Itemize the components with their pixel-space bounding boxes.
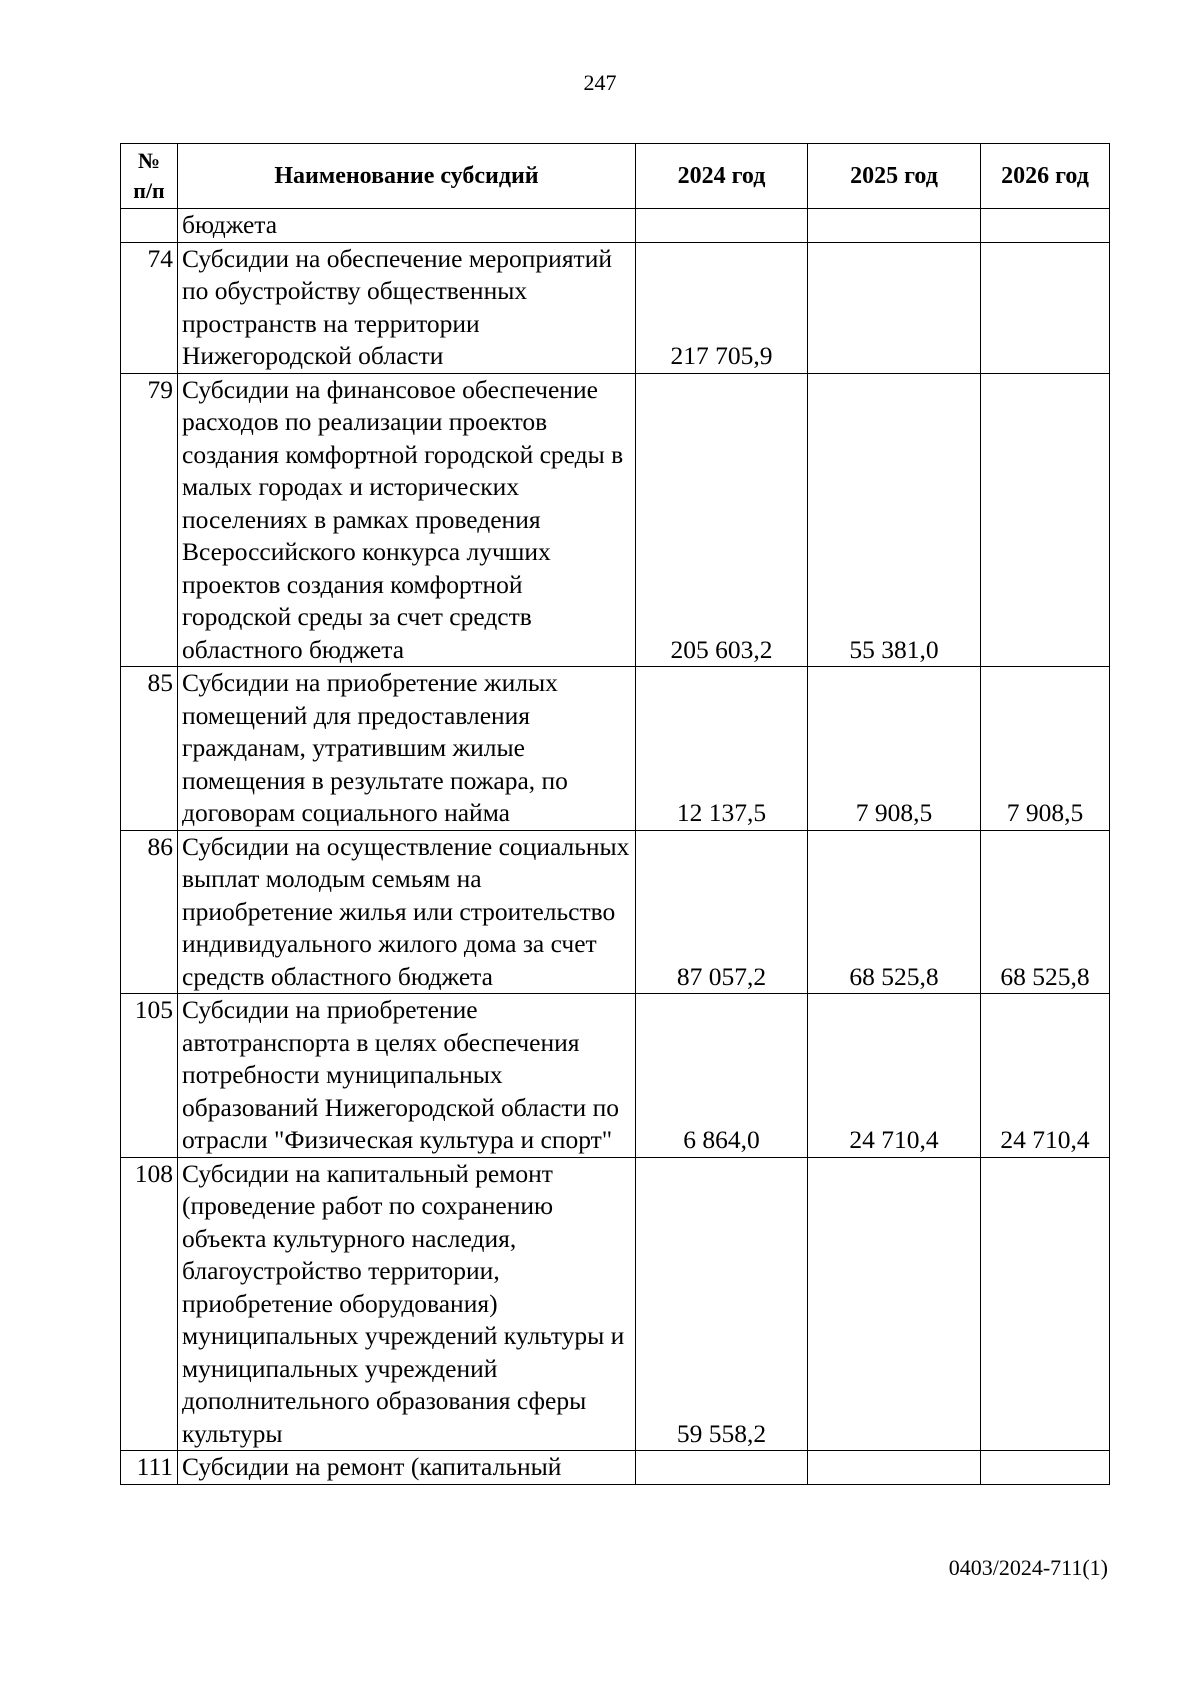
- row-value-2026: 68 525,8: [981, 830, 1110, 994]
- row-number: 108: [121, 1157, 178, 1451]
- row-value-2025: [808, 242, 981, 373]
- table-row: [121, 209, 1110, 243]
- row-name: Субсидии на финансовое обеспечение расходов по реализации проектов создания комфортной городской среды в малых городах и исторических поселениях в рамках проведения Всероссийского конкурса лучших проектов создания комфортной городской среды за счет средств областного бюджета: [178, 373, 636, 667]
- header-number: [121, 144, 178, 209]
- row-name: бюджета: [178, 209, 636, 243]
- table-row: [121, 373, 1110, 667]
- row-value-2025: 7 908,5: [808, 667, 981, 831]
- header-year-2024: 2024 год: [636, 144, 808, 209]
- row-value-2024: 12 137,5: [636, 667, 808, 831]
- table-body: [121, 209, 1110, 1485]
- header-row: [121, 144, 1110, 209]
- row-number: 74: [121, 242, 178, 373]
- header-number-abbr: п/п: [133, 178, 165, 203]
- row-name: Субсидии на осуществление социальных выплат молодым семьям на приобретение жилья или строительство индивидуального жилого дома за счет средств областного бюджета: [178, 830, 636, 994]
- row-number: 79: [121, 373, 178, 667]
- table-row: [121, 994, 1110, 1158]
- page-number: 247: [583, 70, 617, 95]
- header-year-2026: 2026 год: [981, 144, 1110, 209]
- row-value-2026: [981, 209, 1110, 243]
- row-value-2026: [981, 242, 1110, 373]
- row-value-2024: [636, 209, 808, 243]
- document-code: 0403/2024-711(1): [948, 1555, 1108, 1580]
- table-row: [121, 1157, 1110, 1451]
- row-number: 111: [121, 1451, 178, 1485]
- row-name: Субсидии на капитальный ремонт (проведение работ по сохранению объекта культурного наследия, благоустройство территории, приобретение оборудования) муниципальных учреждений культуры и муниципальных учреждений дополнительного образования сферы культуры: [178, 1157, 636, 1451]
- table-row: [121, 667, 1110, 831]
- row-value-2026: 7 908,5: [981, 667, 1110, 831]
- row-number: [121, 209, 178, 243]
- header-name: Наименование субсидий: [178, 144, 636, 209]
- row-value-2026: [981, 1157, 1110, 1451]
- table-header: [121, 144, 1110, 209]
- row-name: Субсидии на приобретение автотранспорта в целях обеспечения потребности муниципальных образований Нижегородской области по отрасли "Физическая культура и спорт": [178, 994, 636, 1158]
- row-number: 86: [121, 830, 178, 994]
- row-value-2024: 6 864,0: [636, 994, 808, 1158]
- row-value-2024: 205 603,2: [636, 373, 808, 667]
- header-number-symbol: №: [137, 148, 161, 173]
- table-row: [121, 242, 1110, 373]
- row-value-2025: [808, 1451, 981, 1485]
- row-number: 85: [121, 667, 178, 831]
- row-value-2025: 24 710,4: [808, 994, 981, 1158]
- row-name: Субсидии на обеспечение мероприятий по обустройству общественных пространств на территории Нижегородской области: [178, 242, 636, 373]
- row-value-2026: 24 710,4: [981, 994, 1110, 1158]
- table-row: [121, 830, 1110, 994]
- row-name: Субсидии на приобретение жилых помещений для предоставления гражданам, утратившим жилые помещения в результате пожара, по договорам социального найма: [178, 667, 636, 831]
- header-year-2025: 2025 год: [808, 144, 981, 209]
- subsidies-table: [120, 143, 1110, 1485]
- row-value-2024: 59 558,2: [636, 1157, 808, 1451]
- row-value-2024: 217 705,9: [636, 242, 808, 373]
- row-value-2024: 87 057,2: [636, 830, 808, 994]
- table-row: [121, 1451, 1110, 1485]
- row-value-2026: [981, 1451, 1110, 1485]
- row-value-2024: [636, 1451, 808, 1485]
- row-number: 105: [121, 994, 178, 1158]
- row-value-2025: 55 381,0: [808, 373, 981, 667]
- row-value-2025: [808, 209, 981, 243]
- row-value-2025: 68 525,8: [808, 830, 981, 994]
- row-name: Субсидии на ремонт (капитальный: [178, 1451, 636, 1485]
- row-value-2025: [808, 1157, 981, 1451]
- row-value-2026: [981, 373, 1110, 667]
